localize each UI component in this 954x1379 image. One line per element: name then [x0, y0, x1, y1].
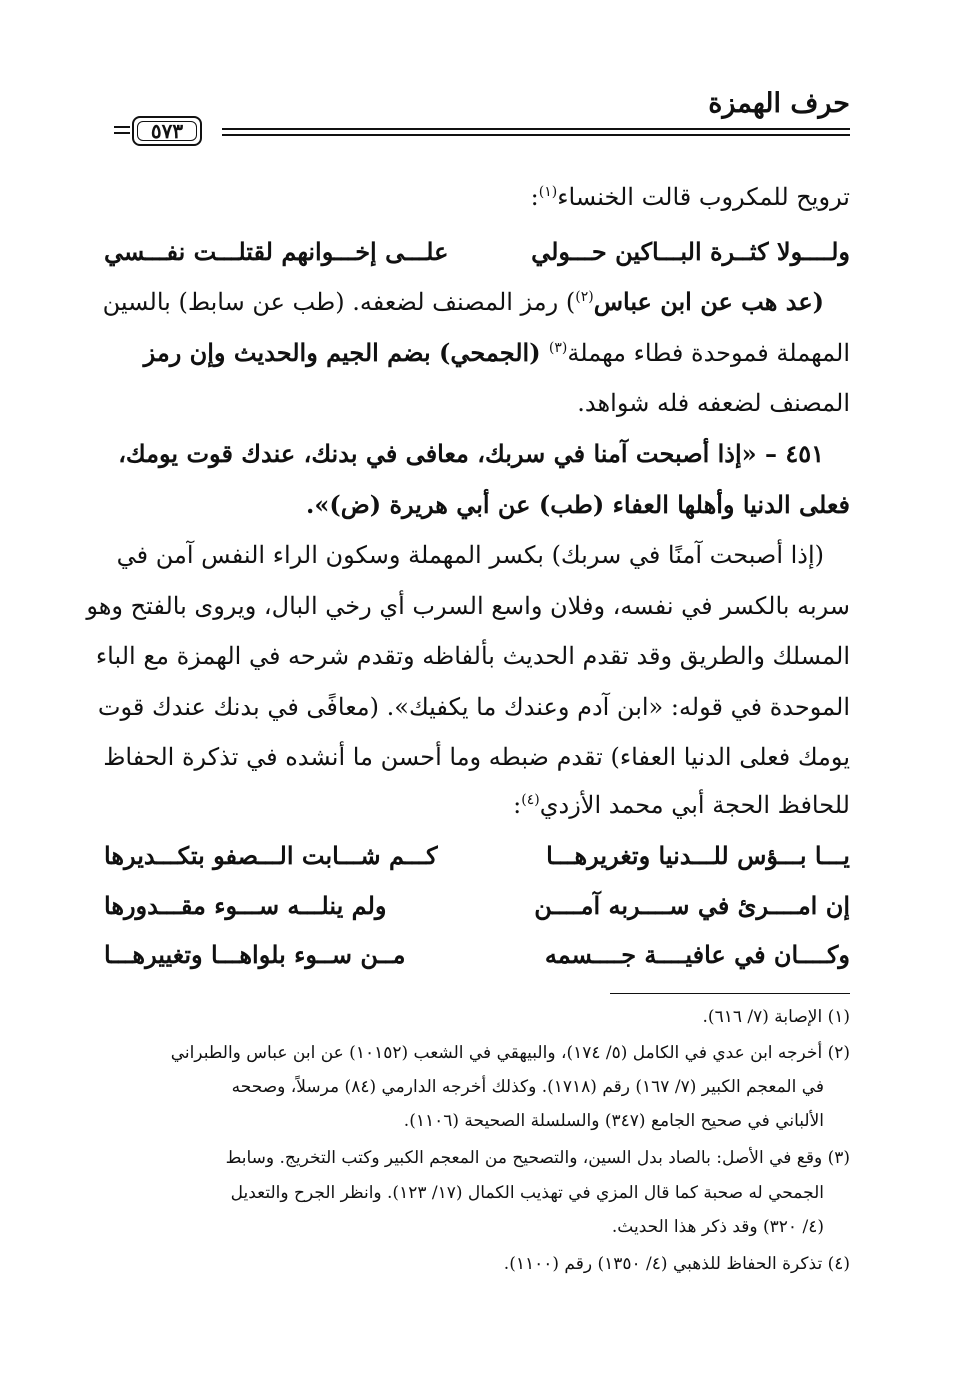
text-line-8: الموحدة في قوله: «ابن آدم وعندك ما يكفيك». (معافًى في بدنك عندك قوت — [97, 693, 850, 721]
text-line-4: المصنف لضعفه فله شواهد. — [577, 389, 850, 417]
text-line-3: المهملة فموحدة فطاء مهملة$^{(٣)}$ (الجمحي) بضم الجيم والحديث وإن رمز — [143, 338, 850, 367]
verse-second-hemistich: ولم ينلـــه ســـوء مقـــدورها — [104, 891, 387, 920]
verse-line — [104, 841, 850, 870]
header-rule-bottom — [222, 134, 850, 136]
text-line-10: للحافظ الحجة أبي محمد الأزدي$^{(٤)}$: — [513, 791, 850, 819]
verse-second-hemistich: كـــم شـــابت الـــصفو بتكـــديرها — [104, 841, 438, 870]
page-number: ٥٧٣ — [150, 119, 184, 143]
text-line-1: ترويح للمكروب قالت الخنساء$^{(١)}$: — [530, 183, 850, 211]
footnote-3-line-3: (٤/ ٣٢٠) وقد ذكر هذا الحديث. — [611, 1217, 824, 1237]
footnote-ref: (٤) — [521, 792, 540, 808]
verse-first-hemistich: إن امــــرئ في ســــربه آمــــن — [534, 891, 850, 920]
verse-first-hemistich: ولــــولا كثــرة البـــاكين حـــولي — [531, 237, 850, 266]
footnote-ref: (٢) — [575, 289, 594, 305]
footnote-4: (٤) تذكرة الحفاظ للذهبي (٤/ ١٣٥٠) رقم (١١٠٠). — [503, 1254, 850, 1274]
page-number-ornament — [114, 126, 130, 136]
running-header-title: حرف الهمزة — [708, 88, 850, 119]
footnote-2-line-1: (٢) أخرجه ابن عدي في الكامل (٥/ ١٧٤)، والبيهقي في الشعب (١٠١٥٢) عن ابن عباس والطبراني — [170, 1043, 850, 1063]
verse-line — [104, 940, 850, 969]
verse-first-hemistich: وكــــان في عافيــــة جــــسمه — [544, 940, 850, 969]
hadith-line-1: ٤٥١ – «إذا أصبحت آمنا في سربك، معافى في بدنك، عندك قوت يومك، — [118, 439, 824, 468]
footnote-separator — [610, 993, 850, 994]
footnote-3-line-1: (٣) وقع في الأصل: بالصاد بدل السين، والتصحيح من المعجم الكبير وكتب التخريج. وسابط — [225, 1148, 850, 1168]
verse-first-hemistich: يـــا بـــؤس للـــدنيا وتغريرهـــا — [546, 841, 850, 870]
text-line-7: المسلك والطريق وقد تقدم الحديث بألفاظه وتقدم شرحه في الهمزة مع الباء — [95, 642, 850, 670]
verse-second-hemistich: مــن ســوء بلواهـــا وتغييرهـــا — [104, 940, 406, 969]
footnote-ref: (٣) — [548, 340, 568, 356]
footnote-2-line-3: الألباني في صحيح الجامع (٣٤٧) والسلسلة الصحيحة (١١٠٦). — [403, 1111, 824, 1131]
text-line-9: يومك فعلى الدنيا العفاء) تقدم ضبطه وما أحسن ما أنشده في تذكرة الحفاظ — [103, 743, 850, 771]
footnote-1: (١) الإصابة (٧/ ٦١٦). — [702, 1007, 850, 1027]
page-number-box — [132, 116, 202, 146]
footnote-ref: (١) — [538, 184, 558, 200]
text-line-2: (عد هب عن ابن عباس$^{(٢)}$) رمز المصنف لضعفه. (طب عن سابط) بالسين — [102, 287, 824, 316]
header-rule-top — [222, 128, 850, 130]
footnote-3-line-2: الجمحي له صحبة كما قال المزي في تهذيب الكمال (١٧/ ١٢٣). وانظر الجرح والتعديل — [230, 1183, 824, 1203]
verse-line — [104, 891, 850, 920]
verse-line — [104, 237, 850, 266]
text-line-6: سربه بالكسر في نفسه، وفلان واسع السرب أي رخي البال، ويروى بالفتح وهو — [86, 592, 850, 620]
footnote-2-line-2: في المعجم الكبير (٧/ ١٦٧) رقم (١٧١٨). وكذلك أخرجه الدارمي (٨٤) مرسلاً، وصححه — [231, 1077, 824, 1097]
text-line-5: (إذا أصبحت آمنًا في سربك) بكسر المهملة وسكون الراء النفس آمن في — [116, 541, 824, 569]
hadith-line-2: فعلى الدنيا وأهلها العفاء (طب) عن أبي هريرة (ض)». — [306, 490, 850, 519]
verse-second-hemistich: علـــى إخـــوانهم لقتلـــت نفـــسي — [104, 237, 449, 266]
